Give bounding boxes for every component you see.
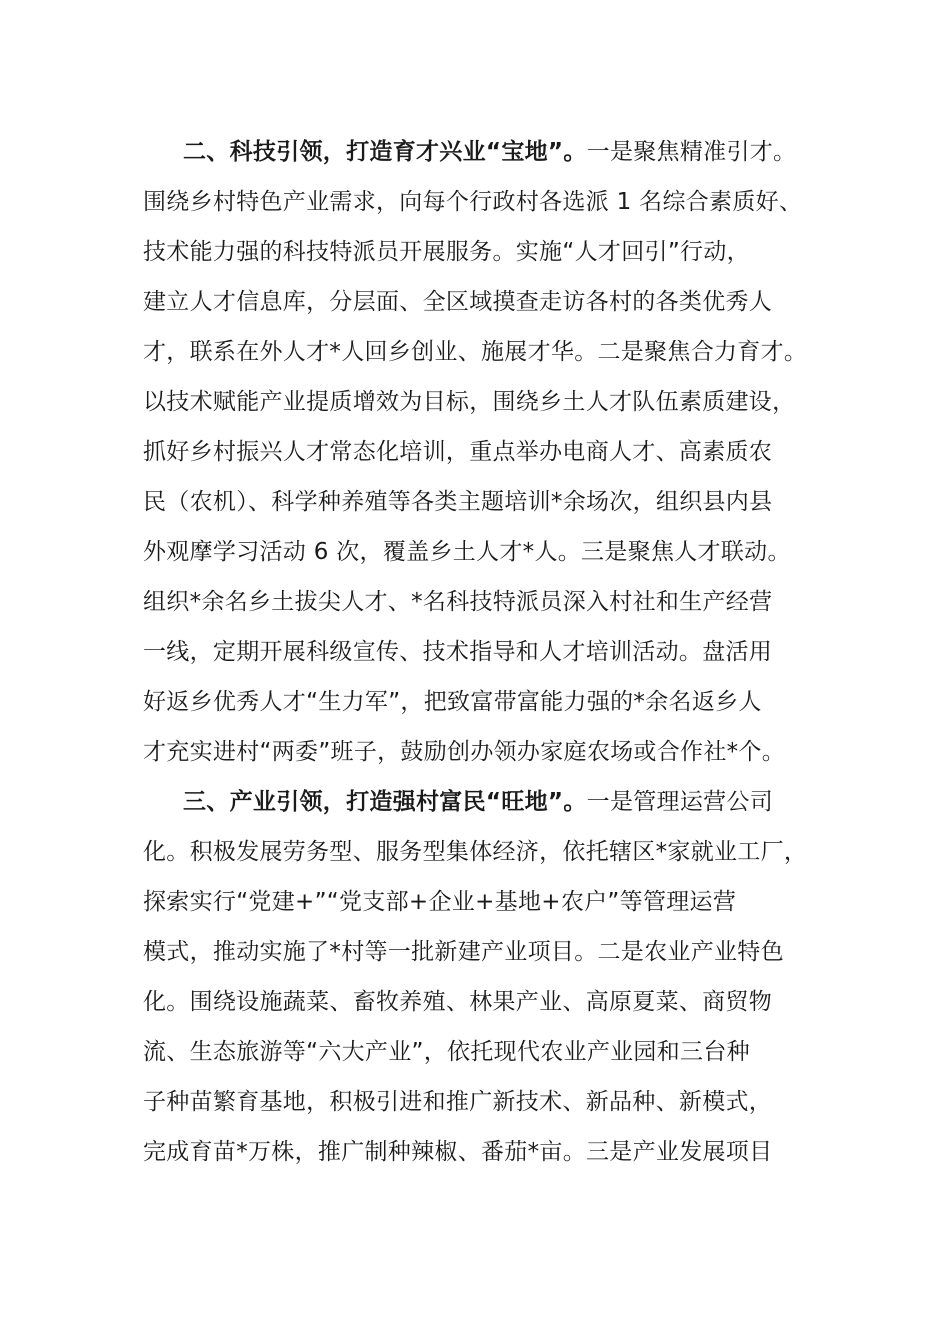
paragraph-line: 化。围绕设施蔬菜、畜牧养殖、林果产业、高原夏菜、商贸物: [143, 989, 773, 1015]
section-heading: 三、产业引领，打造强村富民“旺地”。: [183, 789, 587, 815]
paragraph-line: 才，联系在外人才*人回乡创业、施展才华。二是聚焦合力育才。: [143, 339, 808, 365]
paragraph-line: 抓好乡村振兴人才常态化培训，重点举办电商人才、高素质农: [143, 439, 773, 465]
paragraph-line: 一线，定期开展科级宣传、技术指导和人才培训活动。盘活用: [143, 639, 773, 665]
paragraph-line: [183, 777, 773, 827]
paragraph-line: 化。积极发展劳务型、服务型集体经济，依托辖区*家就业工厂，: [143, 839, 808, 865]
paragraph-text: 一是管理运营公司: [586, 789, 774, 815]
paragraph-line: 技术能力强的科技特派员开展服务。实施“人才回引”行动，: [143, 239, 750, 265]
paragraph-line: 外观摩学习活动 6 次，覆盖乡土人才*人。三是聚焦人才联动。: [143, 539, 791, 565]
paragraph-line: 围绕乡村特色产业需求，向每个行政村各选派 1 名综合素质好、: [143, 189, 803, 215]
paragraph-line: [183, 127, 796, 177]
paragraph-line: 模式，推动实施了*村等一批新建产业项目。二是农业产业特色: [143, 939, 784, 965]
paragraph-line: 完成育苗*万株，推广制种辣椒、番茄*亩。三是产业发展项目: [143, 1139, 773, 1165]
paragraph-line: 以技术赋能产业提质增效为目标，围绕乡土人才队伍素质建设，: [143, 389, 796, 415]
paragraph-line: 建立人才信息库，分层面、全区域摸查走访各村的各类优秀人: [143, 289, 773, 315]
paragraph-line: 才充实进村“两委”班子，鼓励创办领办家庭农场或合作社*个。: [143, 739, 786, 765]
paragraph-line: 好返乡优秀人才“生力军”，把致富带富能力强的*余名返乡人: [143, 689, 762, 715]
paragraph-line: 子种苗繁育基地，积极引进和推广新技术、新品种、新模式，: [143, 1089, 773, 1115]
paragraph-line: 流、生态旅游等“六大产业”，依托现代农业产业园和三台种: [143, 1039, 750, 1065]
paragraph-line: 探索实行“党建+”“党支部+企业+基地+农户”等管理运营: [143, 889, 737, 915]
paragraph-text: 一是聚焦精准引才。: [586, 139, 797, 165]
section-heading: 二、科技引领，打造育才兴业“宝地”。: [183, 139, 587, 165]
paragraph-line: 民（农机）、科学种养殖等各类主题培训*余场次，组织县内县: [143, 489, 773, 515]
paragraph-line: 组织*余名乡土拔尖人才、*名科技特派员深入村社和生产经营: [143, 589, 773, 615]
